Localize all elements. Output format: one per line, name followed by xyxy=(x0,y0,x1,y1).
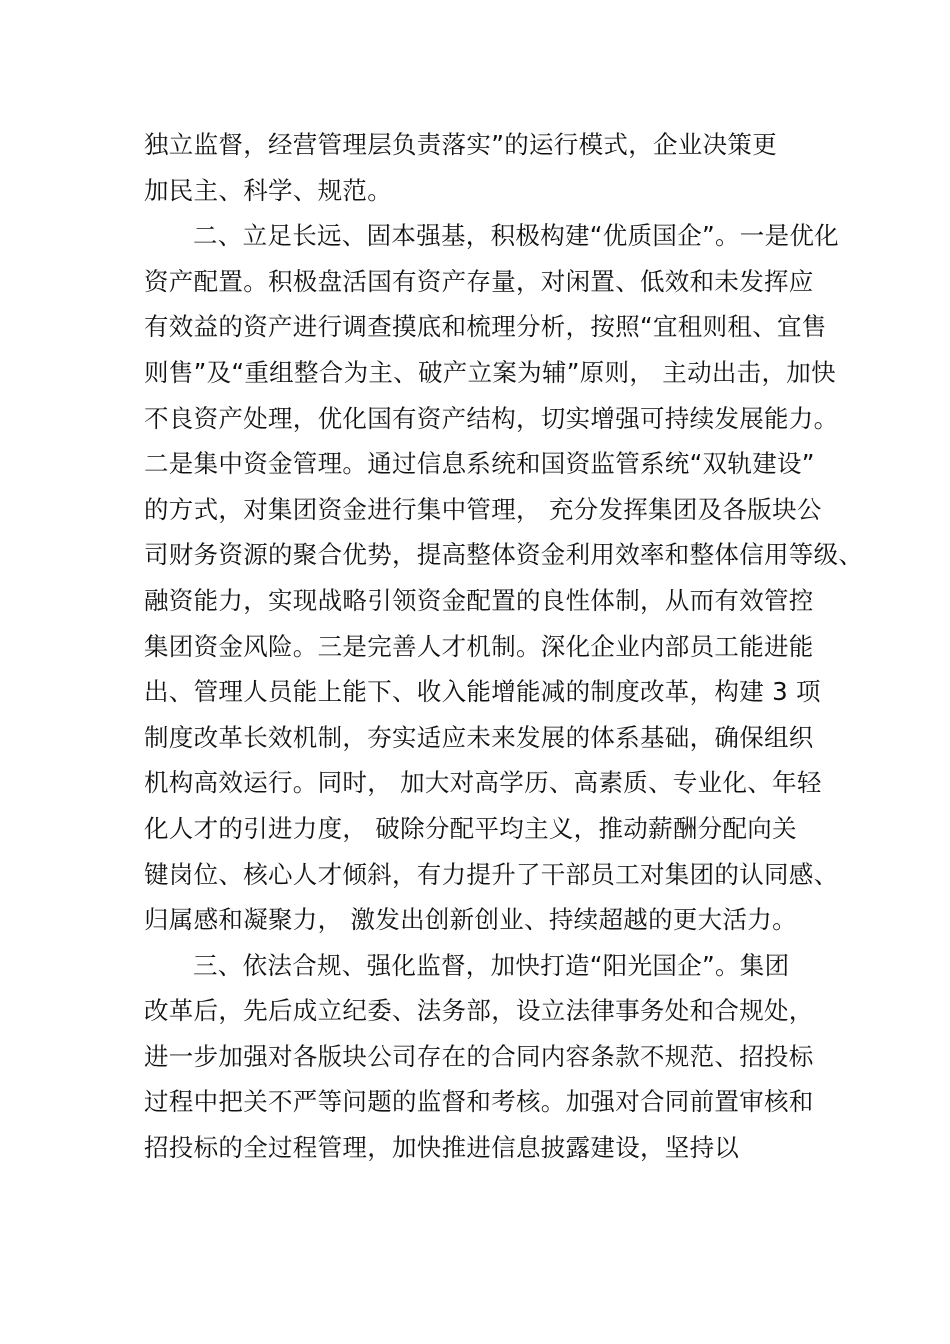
text-line: 的方式，对集团资金进行集中管理， 充分发挥集团及各版块公 xyxy=(144,494,822,524)
section-heading-line: 二、立足长远、固本强基，积极构建“优质国企”。一是优化 xyxy=(193,221,839,251)
text-line: 出、管理人员能上能下、收入能增能减的制度改革，构建 3 项 xyxy=(144,677,821,707)
text-line: 键岗位、核心人才倾斜，有力提升了干部员工对集团的认同感、 xyxy=(144,859,839,889)
text-line: 制度改革长效机制，夯实适应未来发展的体系基础，确保组织 xyxy=(144,722,814,752)
text-line: 机构高效运行。同时， 加大对高学历、高素质、专业化、年轻 xyxy=(144,768,822,798)
section-heading-line: 三、依法合规、强化监督，加快打造“阳光国企”。集团 xyxy=(193,950,790,980)
document-body xyxy=(144,122,864,1171)
text-line: 改革后，先后成立纪委、法务部，设立法律事务处和合规处， xyxy=(144,996,814,1026)
text-line: 化人才的引进力度， 破除分配平均主义，推动薪酬分配向关 xyxy=(144,813,797,843)
text-line: 司财务资源的聚合优势，提高整体资金利用效率和整体信用等级、 xyxy=(144,540,864,570)
text-line: 过程中把关不严等问题的监督和考核。加强对合同前置审核和 xyxy=(144,1087,814,1117)
text-line: 有效益的资产进行调查摸底和梳理分析，按照“宜租则租、宜售 xyxy=(144,312,827,342)
text-line: 不良资产处理，优化国有资产结构，切实增强可持续发展能力。 xyxy=(144,403,839,433)
text-line: 加民主、科学、规范。 xyxy=(144,175,392,205)
text-line: 进一步加强对各版块公司存在的合同内容条款不规范、招投标 xyxy=(144,1041,814,1071)
text-line: 二是集中资金管理。通过信息系统和国资监管系统“双轨建设” xyxy=(144,449,815,479)
text-line: 归属感和凝聚力， 激发出创新创业、持续超越的更大活力。 xyxy=(144,905,797,935)
text-line: 则售”及“重组整合为主、破产立案为辅”原则， 主动出击，加快 xyxy=(144,357,836,387)
text-line: 资产配置。积极盘活国有资产存量，对闲置、低效和未发挥应 xyxy=(144,266,814,296)
text-line: 独立监督，经营管理层负责落实”的运行模式，企业决策更 xyxy=(144,130,777,159)
text-line: 招投标的全过程管理，加快推进信息披露建设，坚持以 xyxy=(144,1133,740,1163)
text-line: 集团资金风险。三是完善人才机制。深化企业内部员工能进能 xyxy=(144,631,814,661)
text-line: 融资能力，实现战略引领资金配置的良性体制，从而有效管控 xyxy=(144,585,814,615)
